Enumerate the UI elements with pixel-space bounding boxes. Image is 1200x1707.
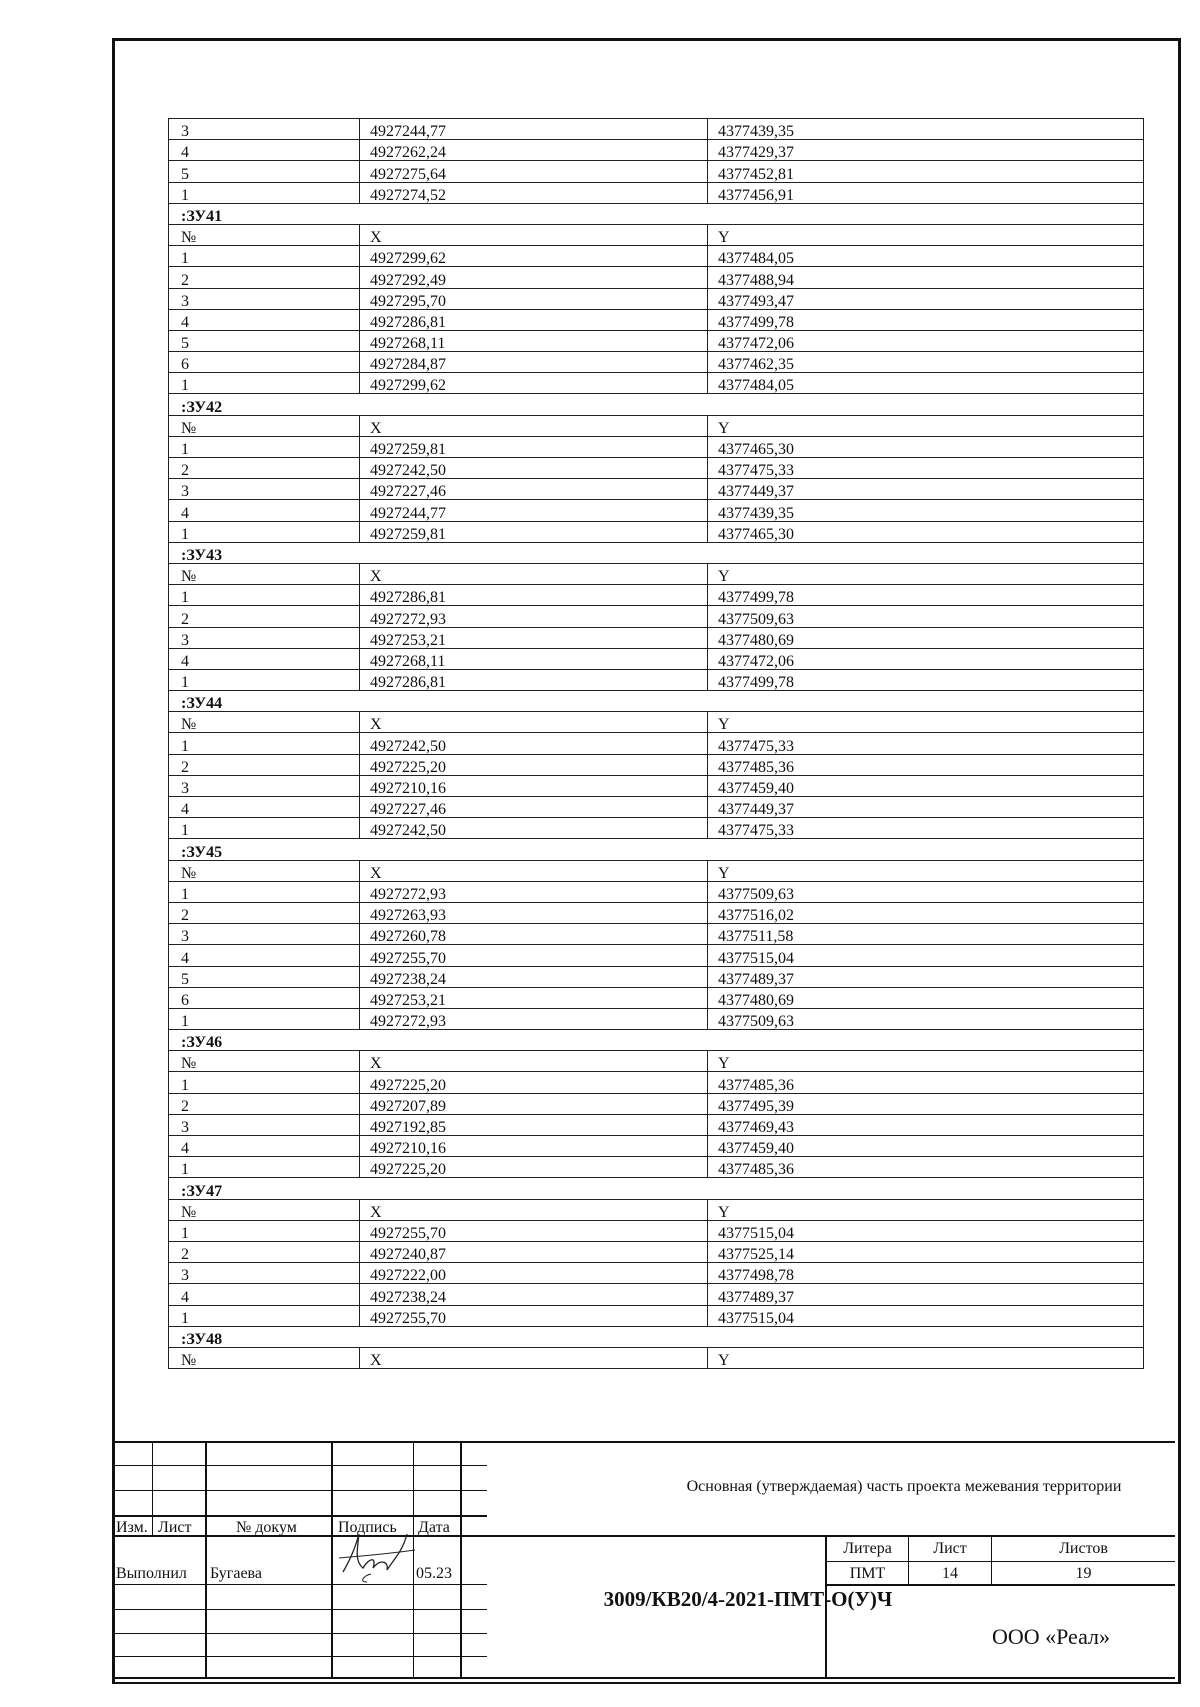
column-header-y: Y <box>708 712 1144 733</box>
header-doc-number: № докум <box>236 1519 297 1536</box>
y-coordinate: 4377509,63 <box>708 1008 1144 1029</box>
y-coordinate: 4377484,05 <box>708 246 1144 267</box>
table-row <box>169 352 1144 373</box>
table-row <box>169 606 1144 627</box>
table-row <box>169 373 1144 394</box>
column-header-row <box>169 1347 1144 1368</box>
coordinates-table <box>168 118 1144 1369</box>
x-coordinate: 4927272,93 <box>360 606 708 627</box>
column-header-x: X <box>360 224 708 245</box>
point-number: 2 <box>169 606 360 627</box>
column-header-x: X <box>360 415 708 436</box>
y-coordinate: 4377475,33 <box>708 818 1144 839</box>
table-row <box>169 1008 1144 1029</box>
column-header-number: № <box>169 1347 360 1368</box>
x-coordinate: 4927242,50 <box>360 458 708 479</box>
table-row <box>169 627 1144 648</box>
table-row <box>169 1220 1144 1241</box>
point-number: 1 <box>169 1072 360 1093</box>
column-header-x: X <box>360 563 708 584</box>
point-number: 4 <box>169 648 360 669</box>
y-coordinate: 4377489,37 <box>708 1284 1144 1305</box>
column-header-y: Y <box>708 1347 1144 1368</box>
parcel-header-row <box>169 203 1144 224</box>
x-coordinate: 4927286,81 <box>360 309 708 330</box>
x-coordinate: 4927259,81 <box>360 521 708 542</box>
table-row <box>169 987 1144 1008</box>
table-row <box>169 140 1144 161</box>
x-coordinate: 4927263,93 <box>360 902 708 923</box>
x-coordinate: 4927255,70 <box>360 1220 708 1241</box>
point-number: 1 <box>169 521 360 542</box>
y-coordinate: 4377465,30 <box>708 521 1144 542</box>
point-number: 1 <box>169 585 360 606</box>
y-coordinate: 4377488,94 <box>708 267 1144 288</box>
column-header-x: X <box>360 1051 708 1072</box>
column-header-number: № <box>169 563 360 584</box>
point-number: 2 <box>169 754 360 775</box>
y-coordinate: 4377495,39 <box>708 1093 1144 1114</box>
table-row <box>169 479 1144 500</box>
y-coordinate: 4377485,36 <box>708 754 1144 775</box>
x-coordinate: 4927268,11 <box>360 648 708 669</box>
project-title: Основная (утверждаемая) часть проекта межевания территории <box>686 1478 1122 1495</box>
column-header-y: Y <box>708 563 1144 584</box>
point-number: 3 <box>169 775 360 796</box>
table-row <box>169 1114 1144 1135</box>
x-coordinate: 4927242,50 <box>360 818 708 839</box>
x-coordinate: 4927255,70 <box>360 945 708 966</box>
point-number: 3 <box>169 924 360 945</box>
y-coordinate: 4377462,35 <box>708 352 1144 373</box>
x-coordinate: 4927284,87 <box>360 352 708 373</box>
point-number: 5 <box>169 161 360 182</box>
table-row <box>169 1157 1144 1178</box>
table-row <box>169 945 1144 966</box>
table-row <box>169 246 1144 267</box>
y-coordinate: 4377511,58 <box>708 924 1144 945</box>
column-header-row <box>169 224 1144 245</box>
title-block <box>112 1441 1175 1679</box>
point-number: 1 <box>169 182 360 203</box>
x-coordinate: 4927275,64 <box>360 161 708 182</box>
x-coordinate: 4927262,24 <box>360 140 708 161</box>
y-coordinate: 4377439,35 <box>708 500 1144 521</box>
x-coordinate: 4927255,70 <box>360 1305 708 1326</box>
x-coordinate: 4927207,89 <box>360 1093 708 1114</box>
x-coordinate: 4927240,87 <box>360 1241 708 1262</box>
y-coordinate: 4377489,37 <box>708 966 1144 987</box>
x-coordinate: 4927225,20 <box>360 1157 708 1178</box>
y-coordinate: 4377499,78 <box>708 309 1144 330</box>
point-number: 1 <box>169 669 360 690</box>
y-coordinate: 4377509,63 <box>708 606 1144 627</box>
point-number: 6 <box>169 987 360 1008</box>
x-coordinate: 4927244,77 <box>360 500 708 521</box>
table-row <box>169 182 1144 203</box>
column-header-x: X <box>360 1347 708 1368</box>
column-header-y: Y <box>708 860 1144 881</box>
point-number: 1 <box>169 373 360 394</box>
y-coordinate: 4377475,33 <box>708 733 1144 754</box>
table-row <box>169 500 1144 521</box>
parcel-header-row <box>169 542 1144 563</box>
parcel-header-row <box>169 1326 1144 1347</box>
point-number: 3 <box>169 288 360 309</box>
point-number: 2 <box>169 458 360 479</box>
y-coordinate: 4377480,69 <box>708 627 1144 648</box>
table-row <box>169 119 1144 140</box>
y-coordinate: 4377515,04 <box>708 1220 1144 1241</box>
sheet-number: 14 <box>942 1565 958 1582</box>
y-coordinate: 4377465,30 <box>708 436 1144 457</box>
x-coordinate: 4927253,21 <box>360 987 708 1008</box>
sheets-total: 19 <box>1075 1565 1092 1582</box>
table-row <box>169 818 1144 839</box>
x-coordinate: 4927272,93 <box>360 881 708 902</box>
header-signature: Подпись <box>338 1519 397 1536</box>
x-coordinate: 4927238,24 <box>360 966 708 987</box>
table-row <box>169 1093 1144 1114</box>
y-coordinate: 4377439,35 <box>708 119 1144 140</box>
litera-label: Литера <box>843 1540 892 1557</box>
point-number: 4 <box>169 140 360 161</box>
parcel-label: :ЗУ41 <box>169 203 1144 224</box>
column-header-row <box>169 712 1144 733</box>
table-row <box>169 267 1144 288</box>
parcel-header-row <box>169 1178 1144 1199</box>
x-coordinate: 4927286,81 <box>360 669 708 690</box>
y-coordinate: 4377525,14 <box>708 1241 1144 1262</box>
y-coordinate: 4377449,37 <box>708 797 1144 818</box>
x-coordinate: 4927292,49 <box>360 267 708 288</box>
point-number: 5 <box>169 330 360 351</box>
x-coordinate: 4927227,46 <box>360 797 708 818</box>
y-coordinate: 4377475,33 <box>708 458 1144 479</box>
sheet-label: Лист <box>933 1540 967 1557</box>
point-number: 4 <box>169 1284 360 1305</box>
column-header-row <box>169 860 1144 881</box>
x-coordinate: 4927259,81 <box>360 436 708 457</box>
column-header-number: № <box>169 712 360 733</box>
parcel-header-row <box>169 839 1144 860</box>
x-coordinate: 4927238,24 <box>360 1284 708 1305</box>
x-coordinate: 4927222,00 <box>360 1263 708 1284</box>
document-code: 3009/КВ20/4-2021-ПМТ-О(У)Ч <box>603 1587 893 1611</box>
y-coordinate: 4377456,91 <box>708 182 1144 203</box>
y-coordinate: 4377493,47 <box>708 288 1144 309</box>
sheets-label: Листов <box>1059 1540 1108 1557</box>
x-coordinate: 4927274,52 <box>360 182 708 203</box>
y-coordinate: 4377499,78 <box>708 585 1144 606</box>
x-coordinate: 4927242,50 <box>360 733 708 754</box>
y-coordinate: 4377429,37 <box>708 140 1144 161</box>
x-coordinate: 4927299,62 <box>360 373 708 394</box>
parcel-label: :ЗУ47 <box>169 1178 1144 1199</box>
y-coordinate: 4377509,63 <box>708 881 1144 902</box>
table-row <box>169 924 1144 945</box>
point-number: 4 <box>169 1136 360 1157</box>
point-number: 1 <box>169 246 360 267</box>
table-row <box>169 797 1144 818</box>
point-number: 1 <box>169 1220 360 1241</box>
parcel-header-row <box>169 1030 1144 1051</box>
point-number: 2 <box>169 902 360 923</box>
point-number: 3 <box>169 479 360 500</box>
x-coordinate: 4927192,85 <box>360 1114 708 1135</box>
x-coordinate: 4927210,16 <box>360 775 708 796</box>
table-row <box>169 1263 1144 1284</box>
column-header-number: № <box>169 1199 360 1220</box>
y-coordinate: 4377452,81 <box>708 161 1144 182</box>
header-izm: Изм. <box>116 1519 148 1536</box>
column-header-x: X <box>360 712 708 733</box>
parcel-label: :ЗУ48 <box>169 1326 1144 1347</box>
signature <box>337 1528 417 1584</box>
parcel-label: :ЗУ42 <box>169 394 1144 415</box>
y-coordinate: 4377516,02 <box>708 902 1144 923</box>
table-row <box>169 288 1144 309</box>
header-list: Лист <box>158 1519 192 1536</box>
point-number: 2 <box>169 1241 360 1262</box>
column-header-x: X <box>360 1199 708 1220</box>
x-coordinate: 4927268,11 <box>360 330 708 351</box>
organization-name: ООО «Реал» <box>991 1624 1111 1649</box>
point-number: 1 <box>169 436 360 457</box>
table-row <box>169 669 1144 690</box>
x-coordinate: 4927272,93 <box>360 1008 708 1029</box>
table-row <box>169 902 1144 923</box>
x-coordinate: 4927210,16 <box>360 1136 708 1157</box>
point-number: 4 <box>169 309 360 330</box>
x-coordinate: 4927295,70 <box>360 288 708 309</box>
point-number: 1 <box>169 881 360 902</box>
table-row <box>169 966 1144 987</box>
performer-name: Бугаева <box>210 1565 262 1582</box>
column-header-y: Y <box>708 224 1144 245</box>
point-number: 4 <box>169 500 360 521</box>
table-row <box>169 881 1144 902</box>
table-row <box>169 775 1144 796</box>
point-number: 5 <box>169 966 360 987</box>
point-number: 1 <box>169 1157 360 1178</box>
point-number: 1 <box>169 818 360 839</box>
column-header-y: Y <box>708 1199 1144 1220</box>
column-header-number: № <box>169 860 360 881</box>
table-row <box>169 1241 1144 1262</box>
table-row <box>169 521 1144 542</box>
point-number: 3 <box>169 119 360 140</box>
point-number: 2 <box>169 1093 360 1114</box>
y-coordinate: 4377472,06 <box>708 648 1144 669</box>
performed-date: 05.23 <box>416 1565 452 1582</box>
y-coordinate: 4377515,04 <box>708 945 1144 966</box>
x-coordinate: 4927299,62 <box>360 246 708 267</box>
y-coordinate: 4377498,78 <box>708 1263 1144 1284</box>
y-coordinate: 4377459,40 <box>708 1136 1144 1157</box>
table-row <box>169 585 1144 606</box>
performed-label: Выполнил <box>116 1565 187 1582</box>
y-coordinate: 4377472,06 <box>708 330 1144 351</box>
x-coordinate: 4927286,81 <box>360 585 708 606</box>
table-row <box>169 1284 1144 1305</box>
point-number: 1 <box>169 1305 360 1326</box>
y-coordinate: 4377515,04 <box>708 1305 1144 1326</box>
table-row <box>169 754 1144 775</box>
point-number: 3 <box>169 627 360 648</box>
column-header-row <box>169 1199 1144 1220</box>
column-header-number: № <box>169 415 360 436</box>
y-coordinate: 4377480,69 <box>708 987 1144 1008</box>
column-header-number: № <box>169 224 360 245</box>
parcel-label: :ЗУ43 <box>169 542 1144 563</box>
column-header-x: X <box>360 860 708 881</box>
y-coordinate: 4377484,05 <box>708 373 1144 394</box>
column-header-row <box>169 415 1144 436</box>
x-coordinate: 4927244,77 <box>360 119 708 140</box>
x-coordinate: 4927225,20 <box>360 1072 708 1093</box>
parcel-header-row <box>169 691 1144 712</box>
table-row <box>169 458 1144 479</box>
y-coordinate: 4377485,36 <box>708 1157 1144 1178</box>
table-row <box>169 733 1144 754</box>
column-header-row <box>169 563 1144 584</box>
table-row <box>169 1072 1144 1093</box>
header-date: Дата <box>418 1519 450 1536</box>
parcel-header-row <box>169 394 1144 415</box>
point-number: 4 <box>169 945 360 966</box>
table-row <box>169 309 1144 330</box>
point-number: 3 <box>169 1263 360 1284</box>
column-header-y: Y <box>708 1051 1144 1072</box>
table-row <box>169 648 1144 669</box>
point-number: 1 <box>169 733 360 754</box>
x-coordinate: 4927227,46 <box>360 479 708 500</box>
table-row <box>169 1305 1144 1326</box>
column-header-number: № <box>169 1051 360 1072</box>
table-row <box>169 436 1144 457</box>
column-header-y: Y <box>708 415 1144 436</box>
x-coordinate: 4927225,20 <box>360 754 708 775</box>
point-number: 2 <box>169 267 360 288</box>
y-coordinate: 4377459,40 <box>708 775 1144 796</box>
y-coordinate: 4377469,43 <box>708 1114 1144 1135</box>
point-number: 3 <box>169 1114 360 1135</box>
table-row <box>169 161 1144 182</box>
column-header-row <box>169 1051 1144 1072</box>
parcel-label: :ЗУ44 <box>169 691 1144 712</box>
y-coordinate: 4377499,78 <box>708 669 1144 690</box>
point-number: 1 <box>169 1008 360 1029</box>
y-coordinate: 4377485,36 <box>708 1072 1144 1093</box>
litera-value: ПМТ <box>849 1565 886 1582</box>
point-number: 6 <box>169 352 360 373</box>
x-coordinate: 4927253,21 <box>360 627 708 648</box>
table-row <box>169 1136 1144 1157</box>
y-coordinate: 4377449,37 <box>708 479 1144 500</box>
x-coordinate: 4927260,78 <box>360 924 708 945</box>
parcel-label: :ЗУ45 <box>169 839 1144 860</box>
parcel-label: :ЗУ46 <box>169 1030 1144 1051</box>
point-number: 4 <box>169 797 360 818</box>
table-row <box>169 330 1144 351</box>
